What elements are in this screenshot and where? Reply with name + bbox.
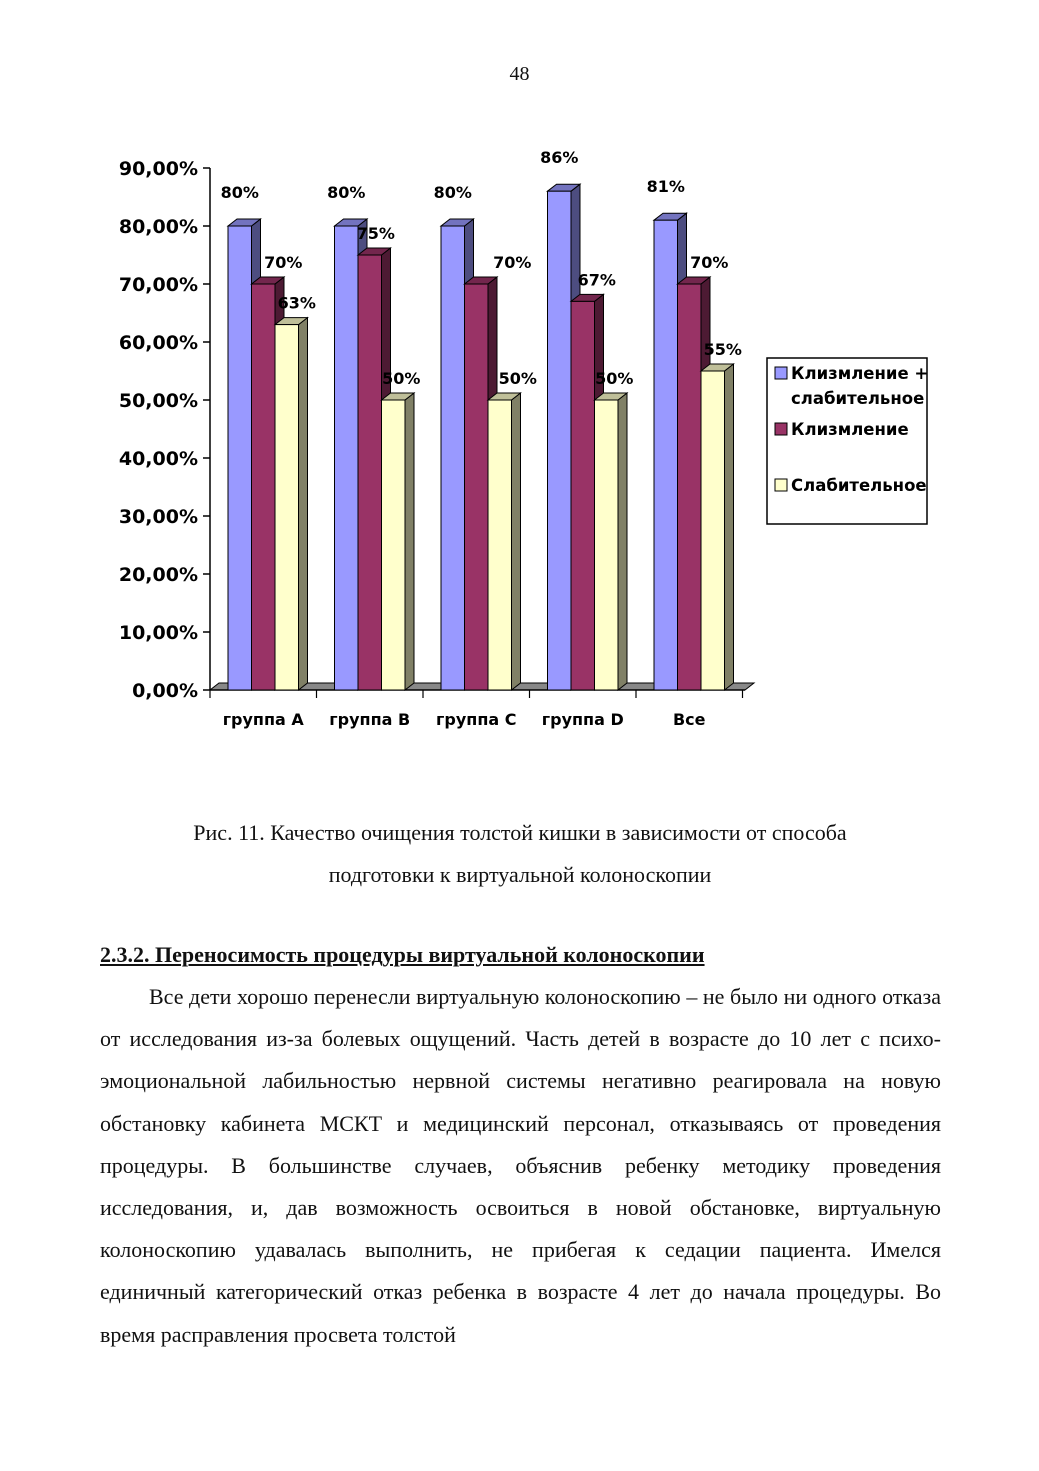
data-label: 55%	[703, 340, 742, 359]
x-tick-label: группа А	[222, 710, 304, 729]
bar	[441, 226, 465, 690]
y-tick-label: 90,00%	[118, 158, 198, 180]
caption-line-2: подготовки к виртуальной колоноскопии	[328, 862, 712, 887]
bar-chart	[110, 150, 940, 750]
data-label: 50%	[498, 369, 537, 388]
bar	[358, 255, 382, 690]
data-label: 80%	[327, 183, 366, 202]
y-tick-label: 20,00%	[118, 564, 198, 586]
bar-side	[725, 364, 734, 690]
bar	[275, 325, 299, 690]
body-paragraph: Все дети хорошо перенесли виртуальную колоноскопию – не было ни одного отказа от исследования из-за болевых ощущений. Часть детей в возрасте до 10 лет с психо-эмоциональной лабильностью нервной системы негативно реагировала на новую обстановку кабинета МСКТ и медицинский персонал, отказываясь от проведения процедуры. В большинстве случаев, объяснив ребенку методику проведения исследования, и, дав возможность освоиться в новой обстановке, виртуальную колоноскопию удавалась выполнить, не прибегая к седации пациента. Имелся единичный категорический отказ ребенка в возрасте 4 лет до начала процедуры. Во время расправления просвета толстой	[100, 984, 941, 1347]
y-tick-label: 80,00%	[118, 216, 198, 238]
legend-label: Клизмление	[791, 420, 909, 439]
bar	[678, 284, 702, 690]
data-label: 50%	[595, 369, 634, 388]
legend-label: Слабительное	[791, 476, 927, 495]
y-tick-label: 70,00%	[118, 274, 198, 296]
bar	[595, 400, 619, 690]
x-tick-label: группа С	[436, 710, 517, 729]
caption-line-1: Рис. 11. Качество очищения толстой кишки в зависимости от способа	[193, 820, 847, 845]
data-label: 86%	[540, 150, 579, 168]
data-label: 80%	[220, 183, 259, 202]
data-label: 67%	[577, 270, 616, 290]
bar	[382, 400, 406, 690]
data-label: 80%	[433, 183, 472, 202]
bar	[252, 284, 276, 690]
data-label: 50%	[382, 369, 421, 388]
bar-side	[405, 393, 414, 690]
data-label: 70%	[493, 253, 532, 272]
figure-caption	[100, 812, 940, 896]
bar	[654, 220, 678, 690]
page-number: 48	[509, 63, 530, 85]
x-tick-label: группа В	[329, 710, 411, 729]
data-label: 75%	[356, 224, 395, 243]
legend-label: слабительное	[791, 389, 925, 408]
bar	[488, 400, 512, 690]
x-tick-label: Все	[672, 710, 706, 729]
legend-swatch	[775, 367, 787, 379]
legend-swatch	[775, 479, 787, 491]
bar-side	[299, 318, 308, 690]
bar-side	[618, 393, 627, 690]
legend-swatch	[775, 423, 787, 435]
section-heading: 2.3.2. Переносимость процедуры виртуальной колоноскопии	[100, 942, 705, 967]
y-tick-label: 10,00%	[118, 622, 198, 644]
y-tick-label: 60,00%	[118, 332, 198, 354]
data-label: 63%	[277, 293, 316, 313]
x-tick-label: группа D	[541, 710, 624, 729]
bar	[571, 301, 595, 690]
bar	[701, 371, 725, 690]
y-tick-label: 50,00%	[118, 390, 198, 412]
y-tick-label: 30,00%	[118, 506, 198, 528]
bar-side	[512, 393, 521, 690]
bar	[228, 226, 252, 690]
bar	[465, 284, 489, 690]
bar	[548, 191, 572, 690]
y-tick-label: 40,00%	[118, 448, 198, 470]
data-label: 70%	[264, 253, 303, 272]
bar	[335, 226, 359, 690]
y-tick-label: 0,00%	[132, 680, 198, 702]
data-label: 81%	[646, 177, 685, 197]
data-label: 70%	[690, 253, 729, 272]
legend-label: Клизмление +	[791, 364, 929, 383]
